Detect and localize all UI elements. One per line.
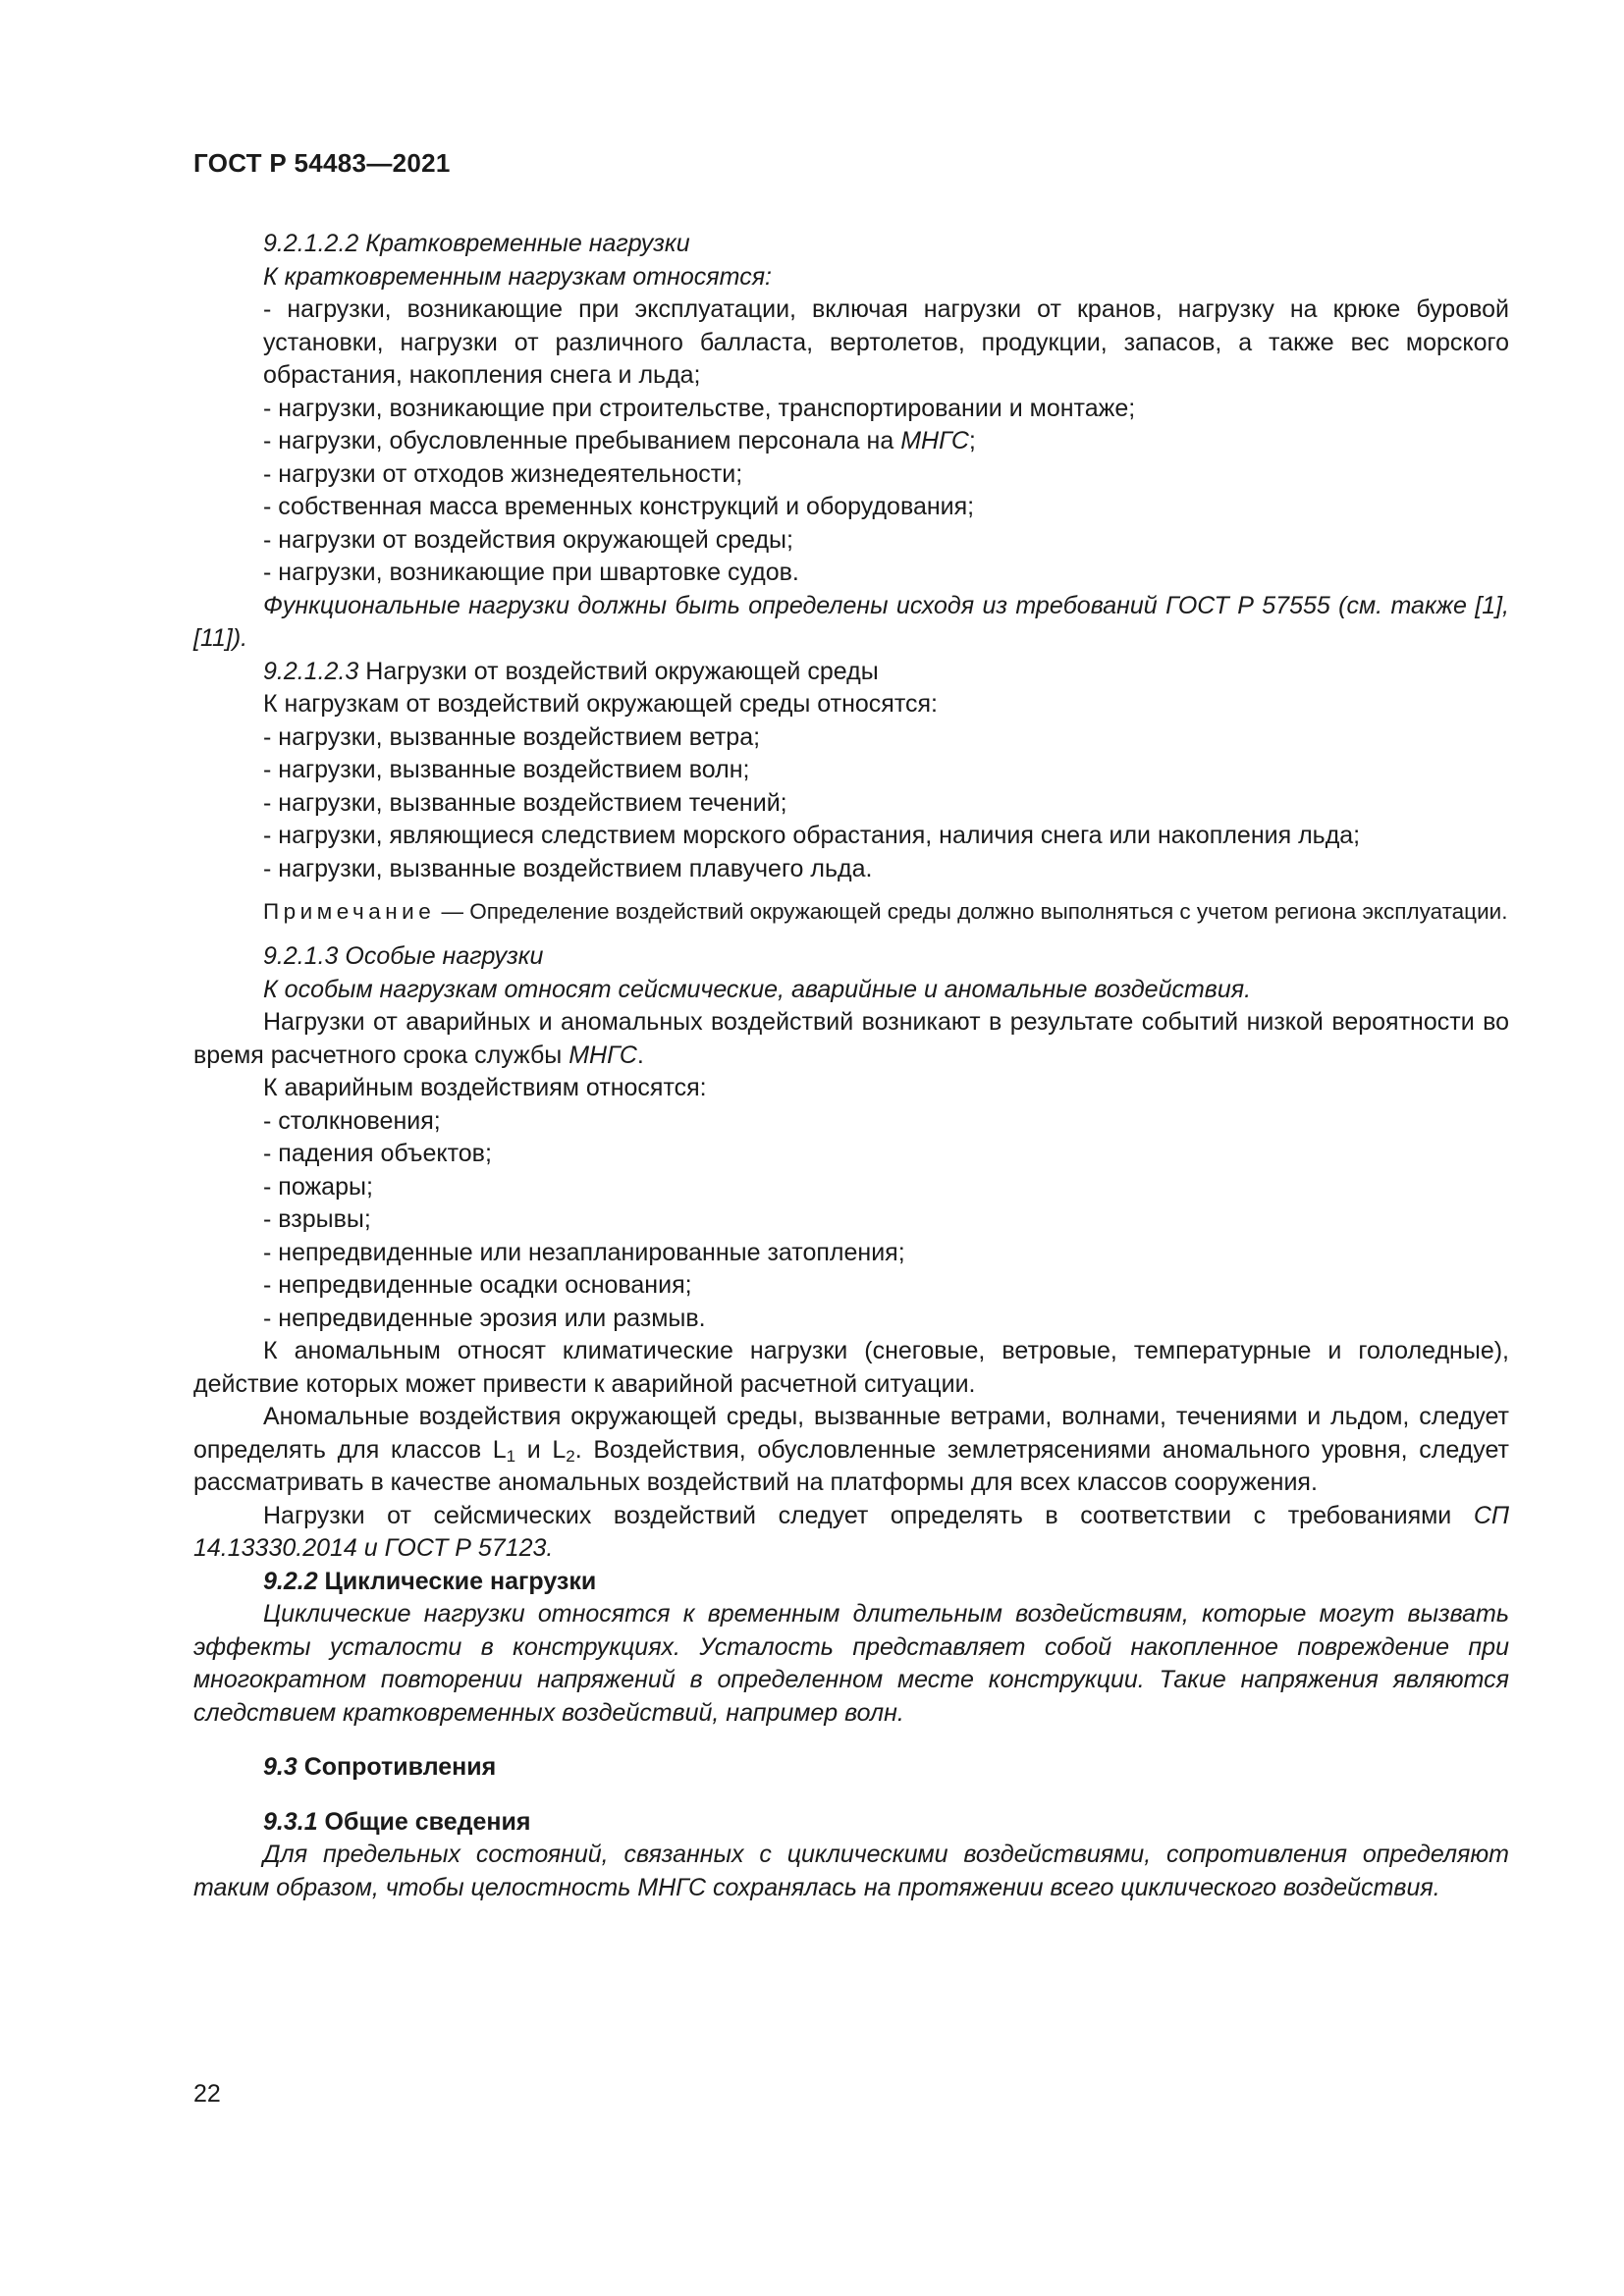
paragraph-text: Нагрузки от сейсмических воздействий следует определять в соответствии с требованиями	[263, 1501, 1474, 1529]
subscript: 1	[506, 1446, 516, 1466]
list-item: - нагрузки, вызванные воздействием волн;	[193, 754, 1509, 787]
paragraph	[193, 1006, 1509, 1072]
paragraph-text: . Воздействия, обусловленные землетрясениями аномального уровня, следует рассматривать в качестве аномальных воздействий на платформы для всех классов сооружения.	[193, 1435, 1510, 1496]
list-item	[193, 425, 1509, 458]
page-number: 22	[193, 2080, 221, 2108]
paragraph: К особым нагрузкам относят сейсмические, аварийные и аномальные воздействия.	[263, 975, 1252, 1003]
section-heading-9-2-2	[193, 1566, 1509, 1599]
list-item: - нагрузки от отходов жизнедеятельности;	[193, 458, 1509, 492]
document-body	[193, 228, 1509, 1904]
paragraph: К нагрузкам от воздействий окружающей среды относятся:	[263, 690, 938, 718]
section-heading-9-2-1-2-3	[193, 656, 1509, 689]
list-item: - нагрузки от воздействия окружающей среды;	[193, 524, 1509, 558]
abbreviation: МНГС	[568, 1041, 637, 1069]
list-item: - непредвиденные эрозия или размыв.	[193, 1303, 1509, 1336]
list-item: - нагрузки, являющиеся следствием морского обрастания, наличия снега или накопления льда;	[193, 820, 1509, 853]
list-item: - нагрузки, возникающие при эксплуатации, включая нагрузки от кранов, нагрузку на крюке буровой установки, нагрузки от различного балласта, вертолетов, продукции, запасов, а также вес морского обрастания, накопления снега и льда;	[193, 294, 1509, 393]
list-item: - непредвиденные осадки основания;	[193, 1269, 1509, 1303]
section-heading-9-3	[193, 1751, 1509, 1785]
list-item: - нагрузки, вызванные воздействием плавучего льда.	[193, 853, 1509, 886]
list-item: - нагрузки, возникающие при швартовке судов.	[193, 557, 1509, 590]
section-title: Нагрузки от воздействий окружающей среды	[358, 657, 879, 685]
paragraph-text: и L	[515, 1435, 567, 1464]
list-item: - падения объектов;	[193, 1138, 1509, 1171]
section-number: 9.3	[263, 1753, 298, 1781]
punctuation: ;	[968, 427, 976, 454]
list-item-text: нагрузки, обусловленные пребыванием персонала на	[278, 427, 901, 454]
list-item: - непредвиденные или незапланированные затопления;	[193, 1237, 1509, 1270]
paragraph: К аномальным относят климатические нагрузки (снеговые, ветровые, температурные и гололедные), действие которых может привести к аварийной расчетной ситуации.	[193, 1337, 1509, 1398]
paragraph: К кратковременным нагрузкам относятся:	[263, 262, 773, 291]
note-text: — Определение воздействий окружающей среды должно выполняться с учетом региона эксплуатации.	[435, 899, 1508, 924]
paragraph: Функциональные нагрузки должны быть определены исходя из требований ГОСТ Р 57555 (см. также [1], [11]).	[193, 591, 1509, 652]
section-heading-9-2-1-3: 9.2.1.3 Особые нагрузки	[263, 942, 544, 970]
reference: СП 14.13330.2014 и ГОСТ Р 57123.	[193, 1501, 1509, 1562]
section-number: 9.3.1	[263, 1807, 318, 1836]
note	[193, 896, 1509, 927]
paragraph	[193, 1401, 1509, 1500]
abbreviation: МНГС	[900, 427, 969, 454]
paragraph	[193, 1500, 1509, 1566]
list-item: - нагрузки, вызванные воздействием течений;	[193, 787, 1509, 821]
list-item: - собственная масса временных конструкций и оборудования;	[193, 491, 1509, 524]
section-number: 9.2.2	[263, 1567, 318, 1595]
list-item: - взрывы;	[193, 1203, 1509, 1237]
section-title: Циклические нагрузки	[317, 1567, 597, 1595]
paragraph: К аварийным воздействиям относятся:	[263, 1074, 707, 1101]
note-label: Примечание	[263, 899, 436, 924]
section-title: Общие сведения	[317, 1807, 531, 1836]
list-item: - нагрузки, вызванные воздействием ветра;	[193, 721, 1509, 755]
punctuation: .	[636, 1041, 644, 1069]
paragraph: Для предельных состояний, связанных с циклическими воздействиями, сопротивления определяют таким образом, чтобы целостность МНГС сохранялась на протяжении всего циклического воздействия.	[193, 1841, 1509, 1901]
document-header: ГОСТ Р 54483—2021	[193, 148, 451, 178]
section-heading-9-3-1	[193, 1806, 1509, 1840]
section-title: Сопротивления	[297, 1753, 497, 1781]
list-item: - столкновения;	[193, 1105, 1509, 1139]
list-item: - пожары;	[193, 1171, 1509, 1204]
section-number: 9.2.1.2.3	[263, 657, 359, 685]
paragraph: Циклические нагрузки относятся к временным длительным воздействиям, которые могут вызвать эффекты усталости в конструкциях. Усталость представляет собой накопленное повреждение при многократном повторении напряжений в определенном месте конструкции. Такие напряжения являются следствием кратковременных воздействий, например волн.	[193, 1600, 1509, 1727]
paragraph-text: Аномальные воздействия окружающей среды, вызванные ветрами, волнами, течениями и льдом, следует определять для классов L	[193, 1403, 1509, 1464]
paragraph-text: Нагрузки от аварийных и аномальных воздействий возникают в результате событий низкой вероятности во время расчетного срока службы	[193, 1008, 1509, 1069]
section-heading-9-2-1-2-2: 9.2.1.2.2 Кратковременные нагрузки	[263, 230, 690, 257]
list-item: - нагрузки, возникающие при строительстве, транспортировании и монтаже;	[193, 393, 1509, 426]
subscript: 2	[566, 1446, 575, 1466]
